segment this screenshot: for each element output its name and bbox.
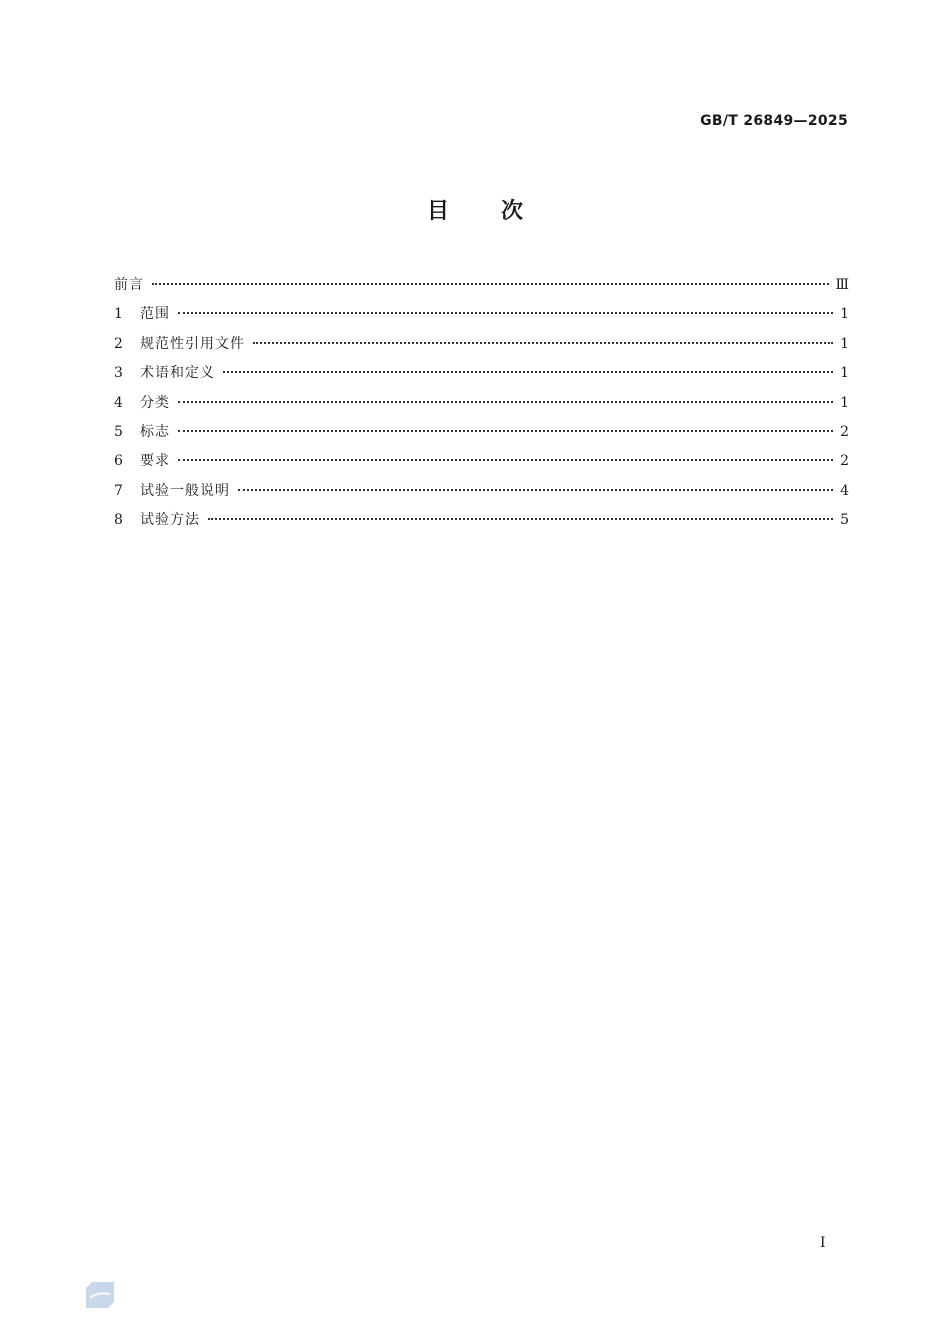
toc-entry-label: 术语和定义	[140, 365, 215, 382]
toc-entry-page: 2	[840, 423, 849, 440]
toc-entry-3[interactable]	[114, 359, 849, 388]
toc-entry-label: 标志	[140, 423, 170, 440]
toc-dot-leader	[178, 312, 833, 314]
toc-entry-label: 试验一般说明	[140, 482, 230, 499]
toc-dot-leader	[178, 459, 833, 461]
toc-entry-1[interactable]	[114, 300, 849, 329]
toc-entry-number: 3	[114, 365, 123, 382]
title-char-1: 目	[426, 199, 449, 224]
toc-entry-8[interactable]	[114, 506, 849, 535]
toc-entry-number: 6	[114, 453, 123, 470]
toc-entry-6[interactable]	[114, 447, 849, 476]
toc-entry-page: 2	[840, 453, 849, 470]
toc-entry-label: 规范性引用文件	[140, 335, 245, 352]
toc-entry-number: 7	[114, 482, 123, 499]
toc-entry-number: 1	[114, 306, 123, 323]
toc-entry-page: 5	[840, 512, 849, 529]
toc-entry-number: 8	[114, 512, 123, 529]
toc-entry-page: 1	[840, 335, 849, 352]
toc-entry-page: 4	[840, 482, 849, 499]
toc-entry-7[interactable]	[114, 477, 849, 506]
toc-entry-4[interactable]	[114, 389, 849, 418]
toc-entry-number: 5	[114, 423, 123, 440]
toc-entry-foreword[interactable]	[114, 271, 849, 300]
toc-entry-page: 1	[840, 306, 849, 323]
toc-dot-leader	[253, 342, 833, 344]
toc-entry-label: 前言	[114, 277, 144, 293]
toc-entry-label: 分类	[140, 394, 170, 411]
toc-entry-label: 试验方法	[140, 512, 200, 529]
toc-entry-page: 1	[840, 365, 849, 382]
table-of-contents	[114, 271, 849, 536]
toc-entry-2[interactable]	[114, 330, 849, 359]
toc-dot-leader	[178, 401, 833, 403]
toc-dot-leader	[208, 518, 833, 520]
page-title	[0, 194, 950, 225]
toc-entry-page: 1	[840, 394, 849, 411]
toc-dot-leader	[152, 283, 829, 285]
toc-entry-label: 范围	[140, 306, 170, 323]
toc-entry-label: 要求	[140, 453, 170, 470]
toc-dot-leader	[178, 430, 833, 432]
toc-entry-5[interactable]	[114, 418, 849, 447]
sac-logo-icon	[86, 1282, 114, 1308]
toc-entry-number: 2	[114, 335, 123, 352]
toc-entry-number: 4	[114, 394, 123, 411]
toc-entry-page: Ⅲ	[835, 277, 849, 293]
page-number: I	[820, 1235, 826, 1251]
toc-dot-leader	[223, 371, 833, 373]
toc-dot-leader	[238, 489, 833, 491]
title-char-2: 次	[501, 199, 524, 224]
standard-number: GB/T 26849—2025	[700, 113, 848, 129]
